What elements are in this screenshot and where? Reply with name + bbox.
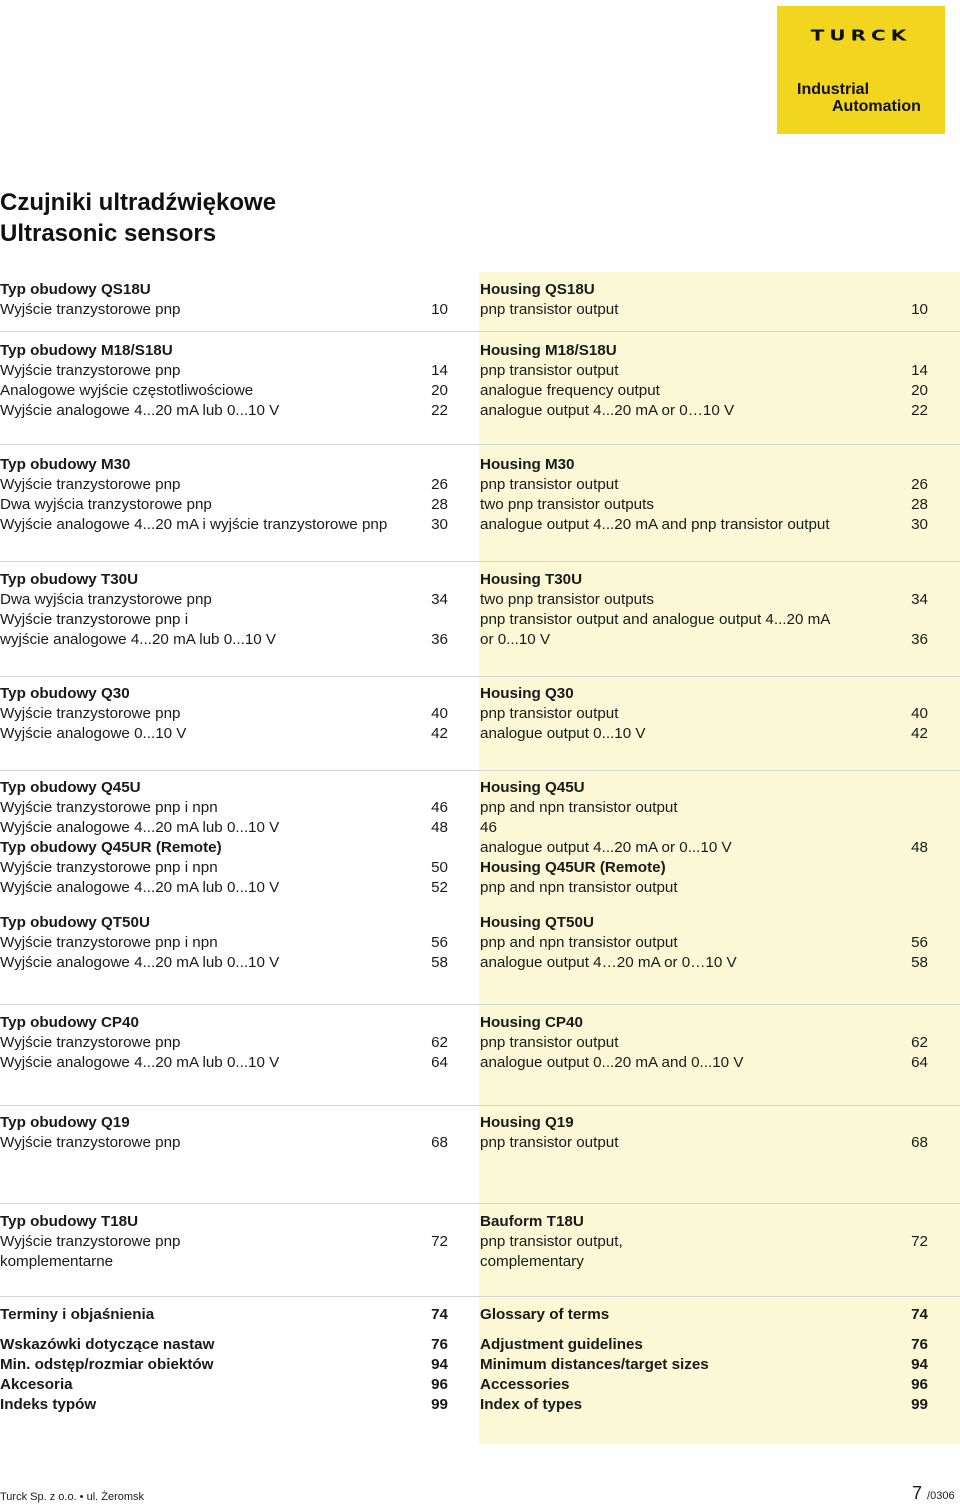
toc-row	[0, 610, 960, 630]
toc-pl-label: Typ obudowy M18/S18U	[0, 342, 173, 359]
toc-en-page: 40	[911, 705, 928, 722]
toc-en-label: Glossary of terms	[480, 1306, 610, 1323]
toc-pl-label: Wyjście analogowe 4...20 mA lub 0...10 V	[0, 819, 280, 836]
toc-en-label: pnp and npn transistor output	[480, 799, 678, 816]
toc-pl-page: 40	[431, 705, 448, 722]
toc-en-page: 94	[911, 1356, 928, 1373]
toc-pl-label: Wyjście analogowe 4...20 mA lub 0...10 V	[0, 879, 280, 896]
toc-heading-row	[0, 1013, 960, 1033]
toc-en-label: Minimum distances/target sizes	[480, 1356, 709, 1373]
toc-pl-label: wyjście analogowe 4...20 mA lub 0...10 V	[0, 631, 277, 648]
toc-pl-label: Wyjście analogowe 4...20 mA i wyjście tranzystorowe pnp	[0, 516, 388, 533]
toc-en-page: 62	[911, 1034, 928, 1051]
toc-en-page: 56	[911, 934, 928, 951]
toc-heading-row	[0, 1113, 960, 1133]
toc-pl-label: Akcesoria	[0, 1376, 73, 1393]
toc-pl-page: 34	[431, 591, 448, 608]
toc-pl-label: Typ obudowy T30U	[0, 571, 139, 588]
section-divider	[0, 444, 960, 445]
toc-en-label: Housing M30	[480, 456, 575, 473]
toc-pl-page: 28	[431, 496, 448, 513]
section-divider	[0, 770, 960, 771]
toc-en-label: complementary	[480, 1253, 584, 1270]
turck-logo: TURCK	[810, 26, 912, 44]
toc-row	[0, 1252, 960, 1272]
toc-en-page: 42	[911, 725, 928, 742]
toc-row	[0, 704, 960, 724]
toc-heading-row	[0, 1395, 960, 1415]
toc-row	[0, 858, 960, 878]
toc-en-label: Adjustment guidelines	[480, 1336, 643, 1353]
toc-pl-label: Wyjście analogowe 4...20 mA lub 0...10 V	[0, 402, 280, 419]
toc-en-page: 96	[911, 1376, 928, 1393]
toc-en-page: 28	[911, 496, 928, 513]
toc-pl-label: Wyjście tranzystorowe pnp	[0, 476, 181, 493]
toc-pl-label: Wyjście tranzystorowe pnp	[0, 1034, 181, 1051]
toc-pl-page: 72	[431, 1233, 448, 1250]
toc-en-page: 14	[911, 362, 928, 379]
toc-en-label: pnp transistor output and analogue output 4...20 mA	[480, 611, 831, 628]
section-divider	[0, 331, 960, 332]
toc-en-label: or 0...10 V	[480, 631, 551, 648]
page-title-pl: Czujniki ultradźwiękowe	[0, 189, 277, 216]
toc-pl-label: komplementarne	[0, 1253, 114, 1270]
toc-en-label: Accessories	[480, 1376, 570, 1393]
toc-row	[0, 590, 960, 610]
toc-pl-label: Wyjście tranzystorowe pnp i npn	[0, 934, 218, 951]
toc-heading-row	[0, 778, 960, 798]
toc-pl-page: 94	[431, 1356, 448, 1373]
toc-pl-label: Typ obudowy QT50U	[0, 914, 150, 931]
toc-en-page: 30	[911, 516, 928, 533]
toc-row	[0, 401, 960, 421]
toc-pl-page: 64	[431, 1054, 448, 1071]
toc-en-page: 76	[911, 1336, 928, 1353]
toc-pl-label: Dwa wyjścia tranzystorowe pnp	[0, 591, 212, 608]
toc-pl-page: 10	[431, 301, 448, 318]
toc-pl-label: Indeks typów	[0, 1396, 97, 1413]
toc-row	[0, 878, 960, 898]
footer-address: Turck Sp. z o.o. • ul. Żeromsk	[0, 1491, 145, 1503]
toc-en-page: 34	[911, 591, 928, 608]
toc-pl-page: 99	[431, 1396, 448, 1413]
toc-en-page: 72	[911, 1233, 928, 1250]
section-divider	[0, 561, 960, 562]
toc-en-page: 10	[911, 301, 928, 318]
toc-pl-page: 74	[431, 1306, 448, 1323]
toc-en-label: analogue frequency output	[480, 382, 660, 399]
toc-en-label: two pnp transistor outputs	[480, 496, 654, 513]
toc-pl-label: Wyjście tranzystorowe pnp i	[0, 611, 189, 628]
toc-pl-label: Wyjście tranzystorowe pnp i npn	[0, 799, 218, 816]
toc-en-page: 74	[911, 1306, 928, 1323]
footer	[0, 1490, 960, 1504]
toc-pl-label: Typ obudowy Q45U	[0, 779, 141, 796]
toc-heading-row	[0, 913, 960, 933]
toc-en-page: 64	[911, 1054, 928, 1071]
toc-row	[0, 495, 960, 515]
toc-pl-label: Analogowe wyjście częstotliwościowe	[0, 382, 254, 399]
toc-en-label: two pnp transistor outputs	[480, 591, 654, 608]
toc-pl-label: Wyjście analogowe 0...10 V	[0, 725, 187, 742]
toc-pl-page: 46	[431, 799, 448, 816]
section-divider	[0, 676, 960, 677]
toc-en-page: 20	[911, 382, 928, 399]
toc-en-label: Housing Q30	[480, 685, 574, 702]
toc-pl-page: 48	[431, 819, 448, 836]
section-divider	[0, 1203, 960, 1204]
toc-pl-label: Typ obudowy QS18U	[0, 281, 151, 298]
toc-en-page: 58	[911, 954, 928, 971]
toc-pl-page: 56	[431, 934, 448, 951]
toc-en-label: Housing CP40	[480, 1014, 583, 1031]
toc-heading-row	[0, 684, 960, 704]
toc-pl-label: Typ obudowy T18U	[0, 1213, 139, 1230]
toc-pl-page: 14	[431, 362, 448, 379]
toc-heading-row	[0, 570, 960, 590]
toc-pl-label: Wyjście tranzystorowe pnp	[0, 301, 181, 318]
toc-en-label: pnp transistor output	[480, 301, 619, 318]
logo-tagline-1: Industrial	[797, 81, 870, 98]
section-divider	[0, 1296, 960, 1297]
toc-row	[0, 953, 960, 973]
section-divider	[0, 1004, 960, 1005]
toc-row	[0, 933, 960, 953]
toc-heading-row	[0, 1375, 960, 1395]
section-divider	[0, 1105, 960, 1106]
toc-pl-page: 50	[431, 859, 448, 876]
toc-pl-label: Typ obudowy Q45UR (Remote)	[0, 839, 222, 856]
toc-row	[0, 838, 960, 858]
toc-heading-row	[0, 341, 960, 361]
toc-heading-row	[0, 1335, 960, 1355]
toc-pl-label: Wyjście tranzystorowe pnp	[0, 705, 181, 722]
toc-en-label: analogue output 0...10 V	[480, 725, 646, 742]
toc-pl-label: Dwa wyjścia tranzystorowe pnp	[0, 496, 212, 513]
toc-row	[0, 515, 960, 535]
toc-en-label: analogue output 4...20 mA or 0...10 V	[480, 839, 732, 856]
toc-pl-page: 52	[431, 879, 448, 896]
toc-heading-row	[0, 1355, 960, 1375]
toc-en-label: pnp and npn transistor output	[480, 879, 678, 896]
toc-pl-label: Min. odstęp/rozmiar obiektów	[0, 1356, 214, 1373]
toc-pl-page: 22	[431, 402, 448, 419]
toc-en-page: 26	[911, 476, 928, 493]
toc-heading-row	[0, 455, 960, 475]
toc-en-page: 48	[911, 839, 928, 856]
toc-row	[0, 1033, 960, 1053]
toc-pl-label: Wskazówki dotyczące nastaw	[0, 1336, 215, 1353]
toc-en-label: pnp transistor output,	[480, 1233, 623, 1250]
toc-pl-page: 62	[431, 1034, 448, 1051]
toc-en-label: Housing T30U	[480, 571, 583, 588]
page-code: /0306	[927, 1490, 955, 1502]
toc-pl-page: 42	[431, 725, 448, 742]
toc-en-label: Housing QT50U	[480, 914, 594, 931]
toc-pl-page: 96	[431, 1376, 448, 1393]
toc-row	[0, 300, 960, 320]
toc-pl-page: 68	[431, 1134, 448, 1151]
toc-en-label: 46	[480, 819, 497, 836]
toc-en-label: Housing Q45UR (Remote)	[480, 859, 666, 876]
toc-en-label: analogue output 4...20 mA or 0…10 V	[480, 402, 735, 419]
toc-pl-page: 26	[431, 476, 448, 493]
page-number-value: 7	[912, 1483, 923, 1503]
toc-en-label: pnp and npn transistor output	[480, 934, 678, 951]
toc-en-label: pnp transistor output	[480, 1034, 619, 1051]
toc-row	[0, 630, 960, 650]
toc-en-label: analogue output 0...20 mA and 0...10 V	[480, 1054, 744, 1071]
toc-pl-page: 36	[431, 631, 448, 648]
toc-pl-label: Typ obudowy M30	[0, 456, 131, 473]
toc-en-label: analogue output 4...20 mA and pnp transistor output	[480, 516, 830, 533]
toc-row	[0, 475, 960, 495]
toc-pl-label: Typ obudowy Q30	[0, 685, 130, 702]
toc-en-page: 99	[911, 1396, 928, 1413]
toc-pl-page: 30	[431, 516, 448, 533]
toc-row	[0, 724, 960, 744]
page-title-en: Ultrasonic sensors	[0, 220, 217, 247]
toc-pl-label: Typ obudowy Q19	[0, 1114, 130, 1131]
toc-pl-label: Terminy i objaśnienia	[0, 1306, 155, 1323]
toc-row	[0, 818, 960, 838]
toc-en-label: pnp transistor output	[480, 705, 619, 722]
toc-en-label: pnp transistor output	[480, 476, 619, 493]
toc-heading-row	[0, 1305, 960, 1325]
toc-pl-label: Wyjście analogowe 4...20 mA lub 0...10 V	[0, 954, 280, 971]
toc-en-page: 68	[911, 1134, 928, 1151]
toc-en-label: Index of types	[480, 1396, 583, 1413]
toc-en-label: pnp transistor output	[480, 362, 619, 379]
toc-pl-label: Wyjście tranzystorowe pnp	[0, 362, 181, 379]
toc-en-label: Housing M18/S18U	[480, 342, 617, 359]
toc-en-label: pnp transistor output	[480, 1134, 619, 1151]
logo-tagline-2: Automation	[832, 98, 921, 115]
toc-pl-label: Wyjście tranzystorowe pnp i npn	[0, 859, 218, 876]
toc-pl-page: 20	[431, 382, 448, 399]
toc-en-page: 36	[911, 631, 928, 648]
toc-row	[0, 381, 960, 401]
toc-en-label: Bauform T18U	[480, 1213, 584, 1230]
toc-en-label: Housing Q19	[480, 1114, 574, 1131]
toc-row	[0, 361, 960, 381]
toc-row	[0, 1133, 960, 1153]
toc-pl-label: Typ obudowy CP40	[0, 1014, 139, 1031]
toc-row	[0, 1053, 960, 1073]
toc-heading-row	[0, 1212, 960, 1232]
toc-pl-label: Wyjście tranzystorowe pnp	[0, 1134, 181, 1151]
toc-en-label: Housing QS18U	[480, 281, 595, 298]
toc-pl-page: 58	[431, 954, 448, 971]
toc-pl-page: 76	[431, 1336, 448, 1353]
toc-pl-label: Wyjście analogowe 4...20 mA lub 0...10 V	[0, 1054, 280, 1071]
toc-row	[0, 798, 960, 818]
toc-en-page: 22	[911, 402, 928, 419]
toc-pl-label: Wyjście tranzystorowe pnp	[0, 1233, 181, 1250]
toc-en-label: Housing Q45U	[480, 779, 585, 796]
toc-row	[0, 1232, 960, 1252]
toc-en-label: analogue output 4…20 mA or 0…10 V	[480, 954, 737, 971]
toc-heading-row	[0, 280, 960, 300]
